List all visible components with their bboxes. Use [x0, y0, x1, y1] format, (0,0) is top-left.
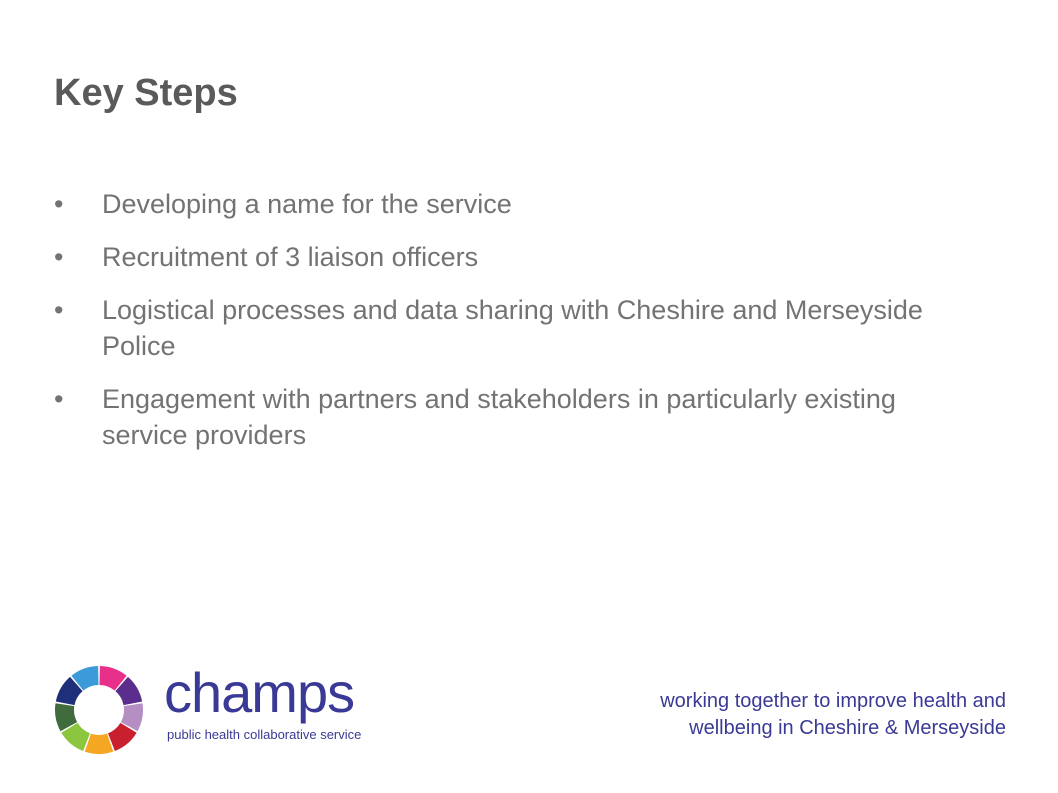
list-item: [54, 239, 954, 275]
bullet-list: [54, 186, 954, 470]
list-item: [54, 186, 954, 222]
list-item-text: Logistical processes and data sharing with Cheshire and Merseyside Police: [102, 295, 923, 361]
slide-title: Key Steps: [54, 72, 238, 114]
logo-wordmark: champs: [164, 661, 355, 724]
champs-logo: [44, 655, 374, 755]
tagline-line-1: working together to improve health and: [660, 690, 1006, 712]
logo-ring-segment: [85, 734, 113, 754]
list-item: [54, 292, 954, 364]
tagline: [660, 688, 1006, 742]
list-item-text: Developing a name for the service: [102, 189, 512, 219]
bullet-icon: •: [54, 189, 64, 219]
list-item-text: Recruitment of 3 liaison officers: [102, 242, 479, 272]
list-item: [54, 381, 954, 453]
bullet-icon: •: [54, 242, 64, 272]
tagline-line-2: wellbeing in Cheshire & Merseyside: [689, 717, 1006, 739]
bullet-icon: •: [54, 295, 64, 325]
logo-ring-icon: [54, 665, 144, 755]
logo-subtitle: public health collaborative service: [167, 727, 362, 742]
list-item-text: Engagement with partners and stakeholders in particularly existing service providers: [102, 384, 896, 450]
bullet-icon: •: [54, 384, 64, 414]
